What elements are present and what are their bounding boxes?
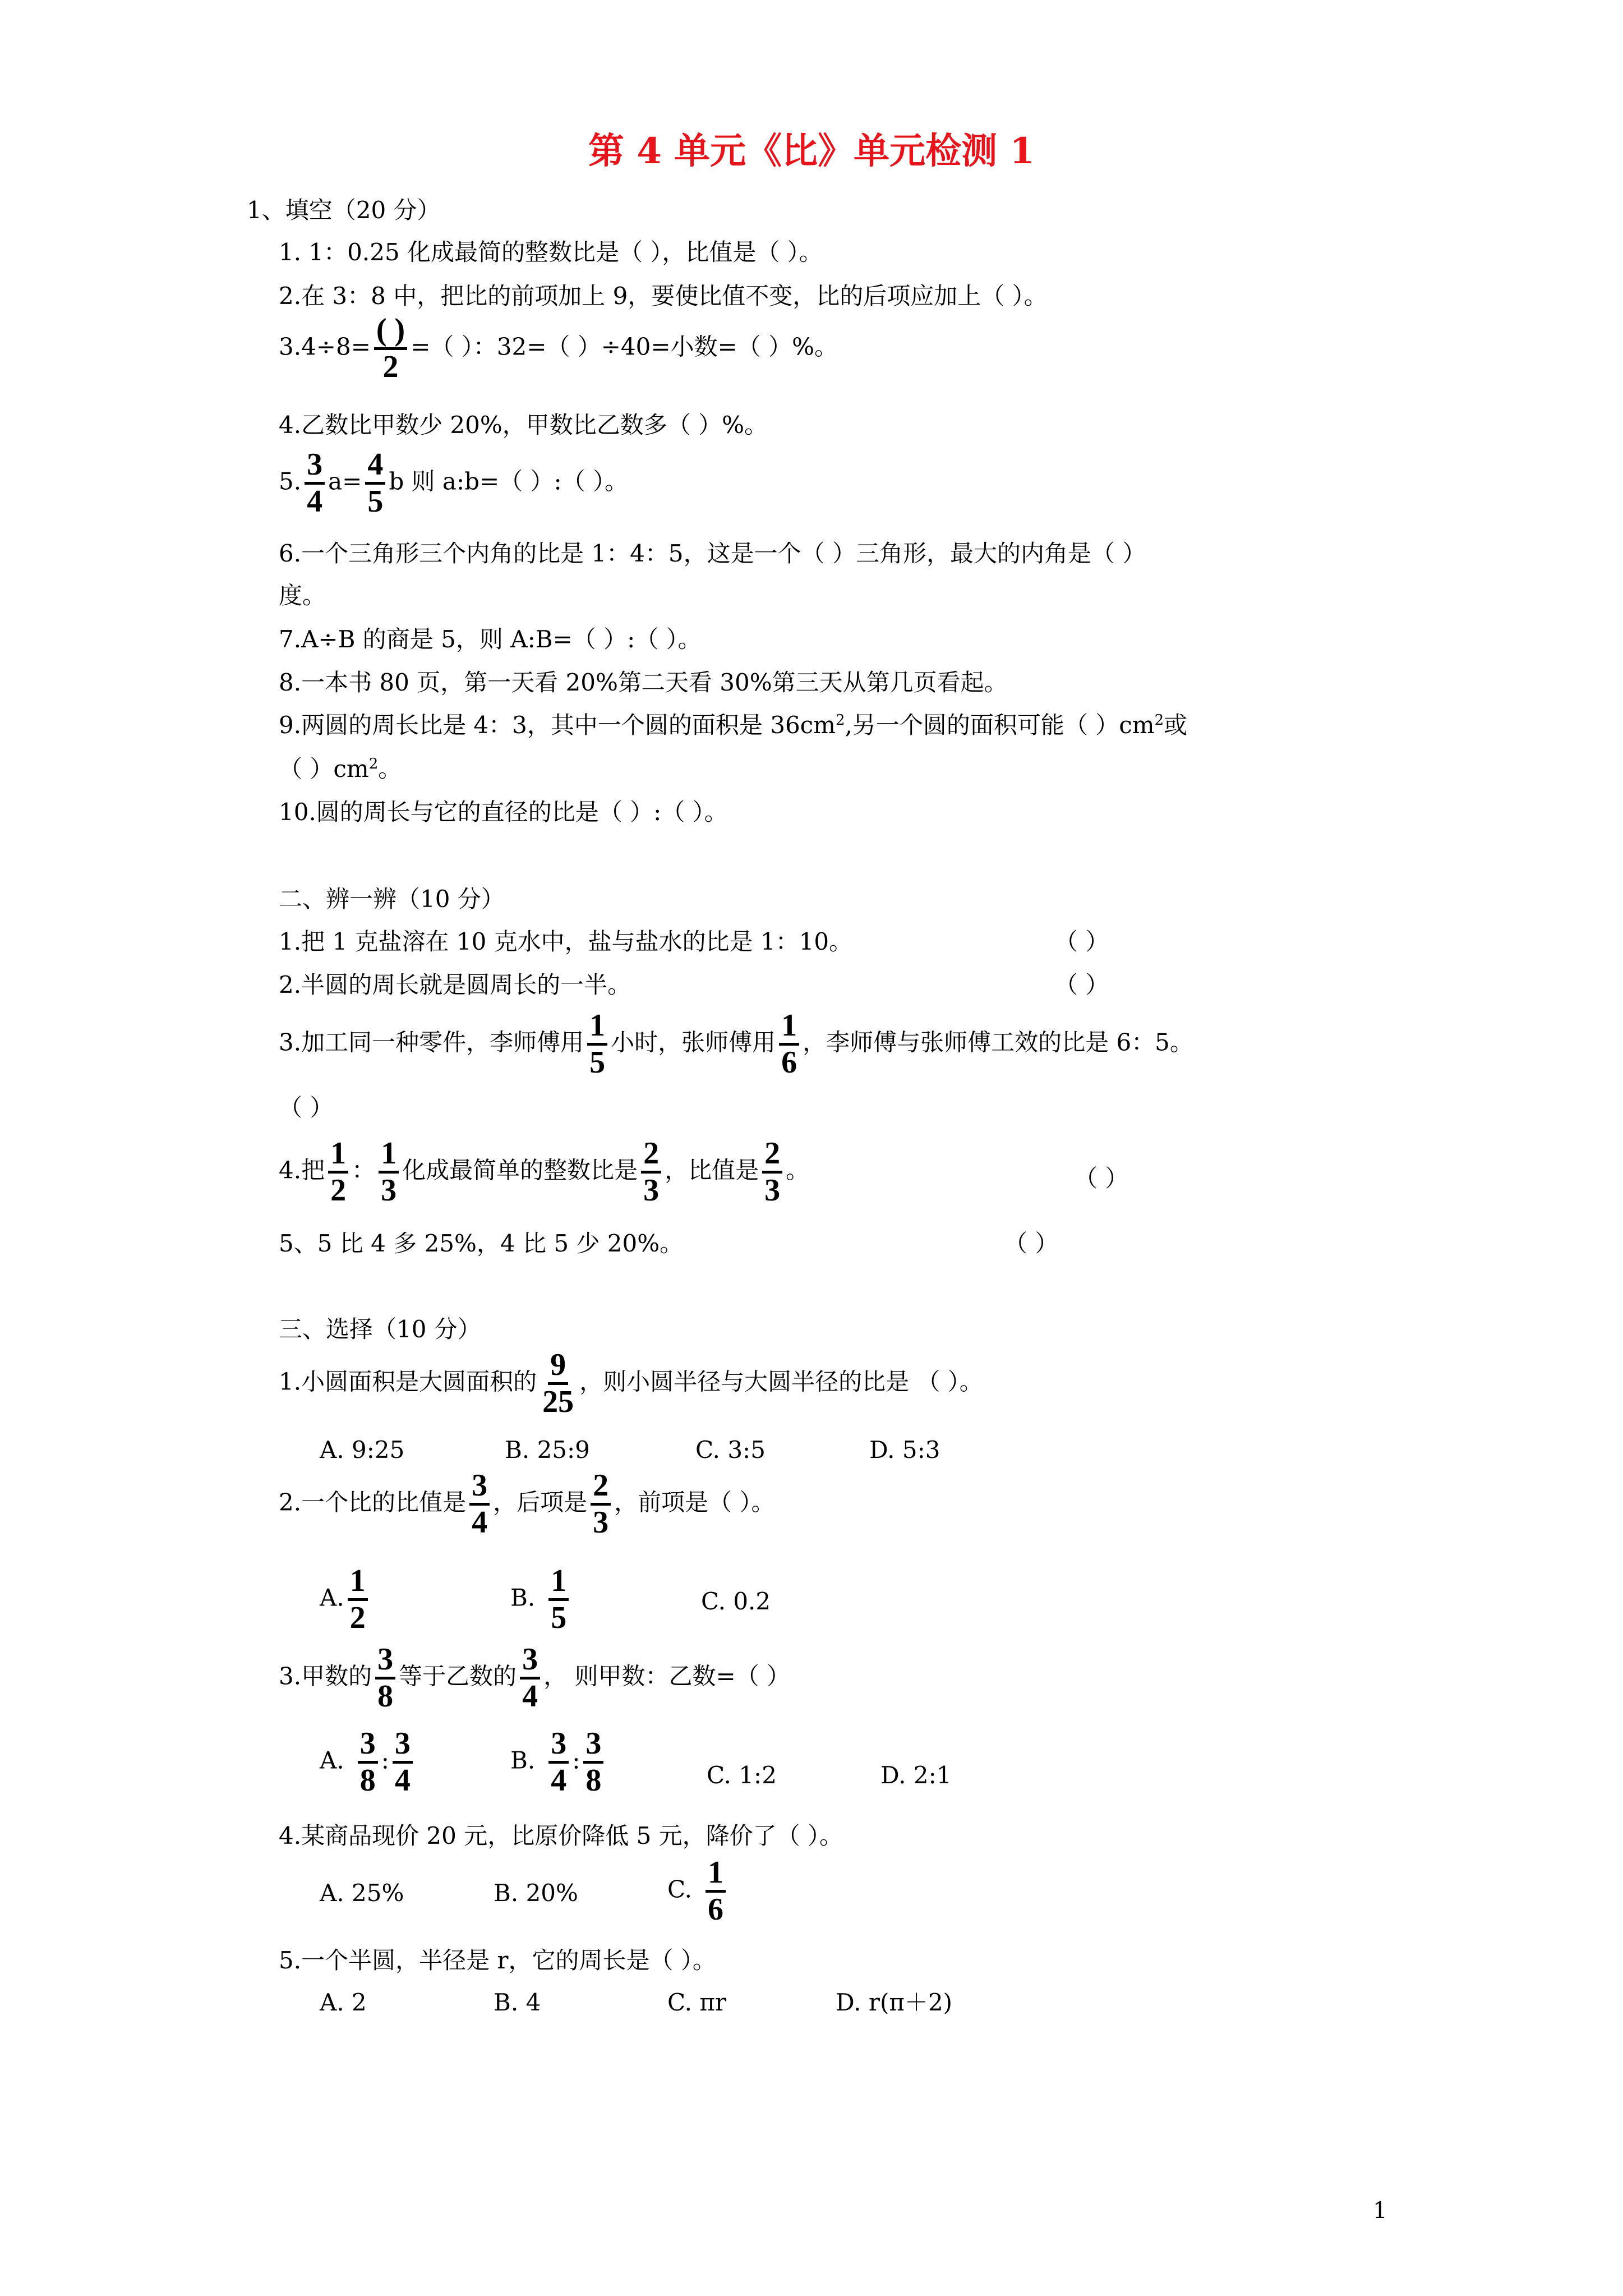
choice-3-fraction-2: $\frac{3}{4}$ [520,1644,540,1713]
choice-2-option-a: A. $\frac{1}{2}$ [320,1565,371,1634]
choice-5-option-d: D. r(π＋2) [836,1989,953,2016]
choice-2-option-c: C. 0.2 [701,1588,771,1615]
q-judge-3-fraction-2: $\frac{1}{6}$ [779,1010,799,1079]
judge-question-2: 2.半圆的周长就是圆周长的一半。 [279,971,631,999]
judge-question-4: 4.把 $\frac{1}{2}$ ： $\frac{1}{3}$ 化成最简单的整数比是 $\frac{2}{3}$ ，比值是 $\frac{2}{3}$ 。 [279,1136,810,1208]
choice-question-3: 3.甲数的 $\frac{3}{8}$ 等于乙数的 $\frac{3}{4}$ ， 则甲数：乙数=（ ） [279,1642,790,1714]
judge-question-3: 3.加工同一种零件，李师傅用 $\frac{1}{5}$ 小时，张师傅用 $\frac{1}{6}$ ，李师傅与张师傅工效的比是 6：5。 [279,1008,1193,1080]
fill-question-10: 10.圆的周长与它的直径的比是（ ）:（ ）。 [279,798,728,826]
q3-prefix: 3.4÷8= [279,333,371,361]
choice-4-option-c: C. $\frac{1}{6}$ [667,1857,729,1926]
fill-question-6-line-1: 6.一个三角形三个内角的比是 1：4：5，这是一个（ ）三角形，最大的内角是（ ） [279,540,1146,567]
choice-2-fraction-2: $\frac{2}{3}$ [591,1470,611,1539]
fill-question-1: 1. 1：0.25 化成最简的整数比是（ ），比值是（ ）。 [279,238,823,266]
judge-question-1: 1.把 1 克盐溶在 10 克水中，盐与盐水的比是 1：10。 [279,928,853,955]
fill-question-7: 7.A÷B 的商是 5，则 A:B=（ ）:（ ）。 [279,625,702,653]
choice-3-fraction-1: $\frac{3}{8}$ [375,1644,395,1713]
q-judge-4-fraction-1: $\frac{1}{2}$ [328,1138,348,1207]
choice-question-1: 1.小圆面积是大圆面积的 $\frac{9}{25}$ ，则小圆半径与大圆半径的比是 （ ）。 [279,1347,983,1420]
judge-answer-paren-5: （ ） [1004,1230,1059,1257]
choice-2-fraction-1: $\frac{3}{4}$ [469,1470,490,1539]
q-judge-4-fraction-3: $\frac{2}{3}$ [641,1138,661,1207]
q-judge-3-fraction-1: $\frac{1}{5}$ [587,1010,607,1079]
fill-question-2: 2.在 3：8 中，把比的前项加上 9，要使比值不变，比的后项应加上（ ）。 [279,282,1048,310]
choice-3-option-d: D. 2:1 [880,1761,952,1789]
choice-3-option-a: A. $\frac{3}{8}$ : $\frac{3}{4}$ [320,1728,416,1797]
q5-fraction-2: $\frac{4}{5}$ [365,449,385,518]
choice-1-option-c: C. 3:5 [695,1436,766,1464]
choice-1-option-b: B. 25:9 [505,1436,590,1464]
judge-answer-paren-4: （ ） [1074,1165,1129,1192]
section-2-heading: 二、辨一辨（10 分） [279,885,505,913]
fill-question-3 [279,314,838,383]
choice-5-option-b: B. 4 [494,1989,541,2016]
page-number: 1 [1373,2198,1387,2224]
q3-suffix: =（ ）：32=（ ）÷40=小数=（ ）%。 [411,333,838,361]
judge-answer-paren-2: （ ） [1054,971,1109,999]
fill-question-4: 4.乙数比甲数少 20%，甲数比乙数多（ ）%。 [279,411,768,439]
fill-question-6-line-2: 度。 [279,582,326,609]
q-judge-4-fraction-4: $\frac{2}{3}$ [762,1138,782,1207]
choice-question-4: 4.某商品现价 20 元，比原价降低 5 元，降价了（ ）。 [279,1822,843,1849]
choice-3-option-c: C. 1:2 [707,1761,777,1789]
choice-1-option-a: A. 9:25 [320,1436,405,1464]
judge-question-5: 5、5 比 4 多 25%，4 比 5 少 20%。 [279,1230,684,1257]
choice-5-option-a: A. 2 [320,1989,367,2016]
q-judge-4-fraction-2: $\frac{1}{3}$ [379,1138,399,1207]
q3-fraction: $\frac{( )}{2}$ [374,314,407,383]
choice-question-5: 5.一个半圆，半径是 r，它的周长是（ ）。 [279,1947,716,1974]
fill-question-9-line-2: （ ）$cm^2$。 [279,755,402,783]
section-3-heading: 三、选择（10 分） [279,1315,481,1343]
judge-answer-paren-1: （ ） [1054,928,1109,955]
fill-question-8: 8.一本书 80 页，第一天看 20%第二天看 30%第三天从第几页看起。 [279,669,1008,696]
choice-1-fraction: $\frac{9}{25}$ [542,1347,574,1420]
choice-3-option-b: B. $\frac{3}{4}$ : $\frac{3}{8}$ [510,1728,607,1797]
choice-5-option-c: C. πr [667,1989,727,2016]
page-title: 第 4 单元《比》单元检测 1 [588,130,1035,172]
section-1-heading: 1、填空（20 分） [247,196,441,224]
judge-answer-paren-3: （ ） [279,1094,334,1121]
fill-question-9-line-1: 9.两圆的周长比是 4：3，其中一个圆的面积是 $36cm^2$,另一个圆的面积可能（ ）$cm^2$或 [279,711,1188,739]
choice-question-2: 2.一个比的比值是 $\frac{3}{4}$ ，后项是 $\frac{2}{3}$ ，前项是（ ）。 [279,1468,775,1540]
choice-2-option-b: B. $\frac{1}{5}$ [510,1565,572,1634]
choice-1-option-d: D. 5:3 [869,1436,940,1464]
choice-4-option-a: A. 25% [320,1879,404,1907]
fill-question-5: 5. $\frac{3}{4}$ a= $\frac{4}{5}$ b 则 a:b=（ ）:（ ）。 [279,447,629,519]
choice-4-option-b: B. 20% [494,1879,578,1907]
q5-fraction-1: $\frac{3}{4}$ [305,449,325,518]
